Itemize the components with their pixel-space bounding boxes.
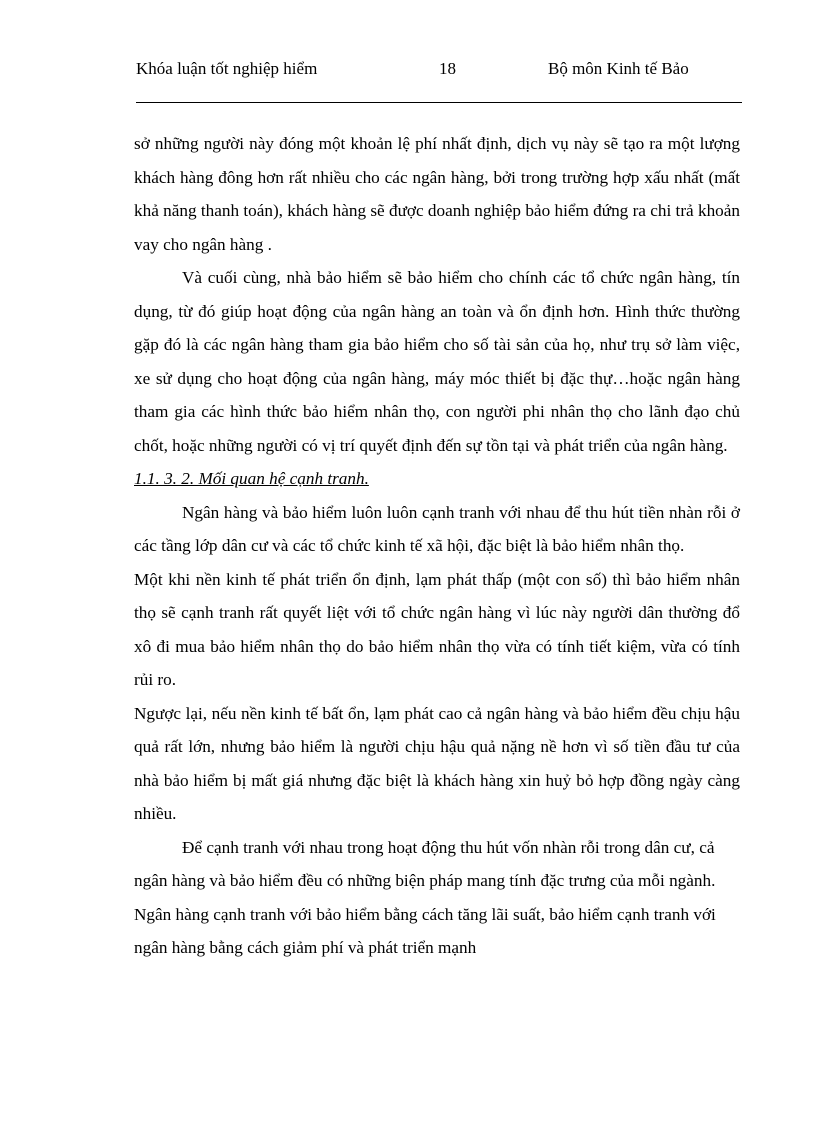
page-header [136, 58, 742, 103]
paragraph: Một khi nền kinh tế phát triển ổn định, lạm phát thấp (một con số) thì bảo hiểm nhân thọ sẽ cạnh tranh rất quyết liệt với tổ chức ngân hàng vì lúc này người dân thường đổ xô đi mua bảo hiểm nhân thọ do bảo hiểm nhân thọ vừa có tính tiết kiệm, vừa có tính rủi ro. [134, 569, 740, 689]
paragraph: Để cạnh tranh với nhau trong hoạt động thu hút vốn nhàn rỗi trong dân cư, cả ngân hàng và bảo hiểm đều có những biện pháp mang tính đặc trưng của mỗi ngành. Ngân hàng cạnh tranh với bảo hiểm bằng cách tăng lãi suất, bảo hiểm cạnh tranh với ngân hàng bằng cách giảm phí và phát triển mạnh [134, 837, 716, 957]
header-department: Bộ môn Kinh tế Bảo [548, 59, 689, 78]
header-thesis-title: Khóa luận tốt nghiệp hiểm [136, 59, 318, 78]
section-subheading: 1.1. 3. 2. Mối quan hệ cạnh tranh. [134, 469, 369, 488]
paragraph: Và cuối cùng, nhà bảo hiểm sẽ bảo hiểm cho chính các tổ chức ngân hàng, tín dụng, từ đó giúp hoạt động của ngân hàng an toàn và ổn định hơn. Hình thức thường gặp đó là các ngân hàng tham gia bảo hiểm cho số tài sản của họ, như trụ sở làm việc, xe sử dụng cho hoạt động của ngân hàng, máy móc thiết bị đặc thự…hoặc ngân hàng tham gia các hình thức bảo hiểm nhân thọ, con người phi nhân thọ cho lãnh đạo chủ chốt, hoặc những người có vị trí quyết định đến sự tồn tại và phát triển của ngân hàng. [134, 268, 740, 455]
document-body [134, 127, 740, 965]
page-number: 18 [439, 59, 456, 78]
paragraph: sở những người này đóng một khoản lệ phí nhất định, dịch vụ này sẽ tạo ra một lượng khách hàng đông hơn rất nhiều cho các ngân hàng, bởi trong trường hợp xấu nhất (mất khả năng thanh toán), khách hàng sẽ được doanh nghiệp bảo hiểm đứng ra chi trả khoản vay cho ngân hàng . [134, 134, 740, 254]
paragraph: Ngân hàng và bảo hiểm luôn luôn cạnh tranh với nhau để thu hút tiền nhàn rỗi ở các tầng lớp dân cư và các tổ chức kinh tế xã hội, đặc biệt là bảo hiểm nhân thọ. [134, 502, 740, 555]
paragraph: Ngược lại, nếu nền kinh tế bất ổn, lạm phát cao cả ngân hàng và bảo hiểm đều chịu hậu quả rất lớn, nhưng bảo hiểm là người chịu hậu quả nặng nề hơn vì số tiền đầu tư của nhà bảo hiểm bị mất giá nhưng đặc biệt là khách hàng xin huỷ bỏ hợp đồng ngày càng nhiều. [134, 703, 740, 823]
